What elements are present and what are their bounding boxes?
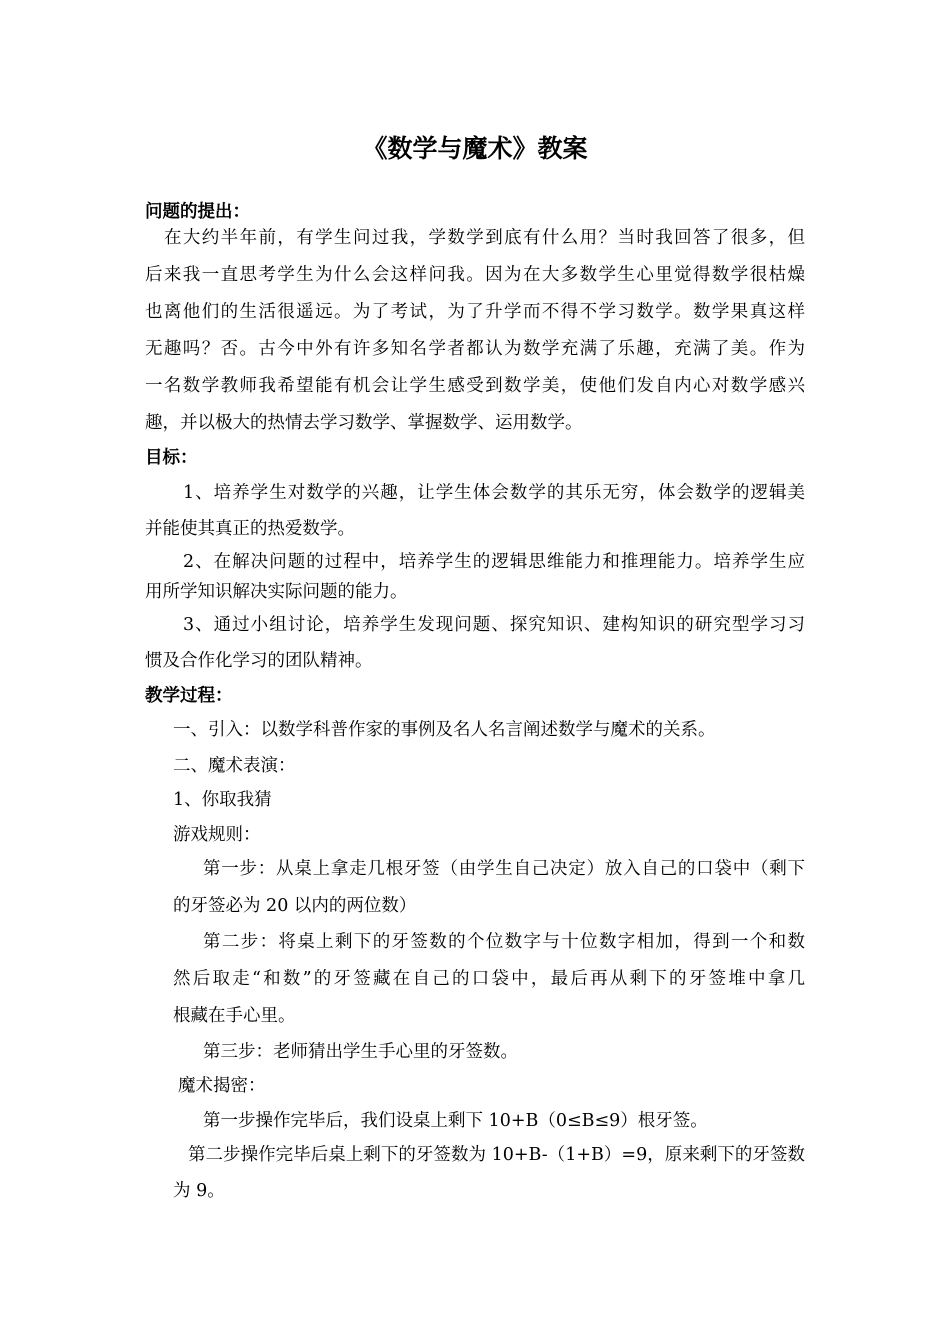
process-game-rules: 游戏规则： xyxy=(173,825,261,845)
section-heading-goals: 目标： xyxy=(145,448,198,468)
process-step-3: 第三步：老师猜出学生手心里的牙签数。 xyxy=(203,1042,518,1062)
process-step-1-line-2: 的牙签必为 20 以内的两位数） xyxy=(173,896,417,916)
goal-line-6: 惯及合作化学习的团队精神。 xyxy=(145,651,373,671)
process-step-2-line-2: 然后取走“和数”的牙签藏在自己的口袋中，最后再从剩下的牙签堆中拿几 xyxy=(173,969,805,989)
goal-line-4: 用所学知识解决实际问题的能力。 xyxy=(145,582,408,602)
document-title: 《数学与魔术》教案 xyxy=(362,134,588,163)
problem-line-6: 趣，并以极大的热情去学习数学、掌握数学、运用数学。 xyxy=(145,413,583,433)
goal-line-3: 2、在解决问题的过程中，培养学生的逻辑思维能力和推理能力。培养学生应 xyxy=(183,552,805,572)
goal-line-5: 3、通过小组讨论，培养学生发现问题、探究知识、建构知识的研究型学习习 xyxy=(183,615,805,635)
problem-line-5: 一名数学教师我希望能有机会让学生感受到数学美，使他们发自内心对数学感兴 xyxy=(145,376,805,396)
section-heading-problem: 问题的提出： xyxy=(145,202,250,222)
process-step-2-line-1: 第二步：将桌上剩下的牙签数的个位数字与十位数字相加，得到一个和数 xyxy=(203,932,805,952)
process-reveal-step-2-line-1: 第二步操作完毕后桌上剩下的牙签数为 10+B-（1+B）=9，原来剩下的牙签数 xyxy=(188,1145,805,1165)
process-step-2-line-3: 根藏在手心里。 xyxy=(173,1006,296,1026)
process-item-1: 1、你取我猜 xyxy=(173,790,272,810)
process-step-1-line-1: 第一步：从桌上拿走几根牙签（由学生自己决定）放入自己的口袋中（剩下 xyxy=(203,859,805,879)
process-reveal-step-1: 第一步操作完毕后，我们设桌上剩下 10+B（0≤B≤9）根牙签。 xyxy=(203,1111,708,1131)
goal-line-1: 1、培养学生对数学的兴趣，让学生体会数学的其乐无穷，体会数学的逻辑美 xyxy=(183,483,805,503)
process-magic-show: 二、魔术表演： xyxy=(173,756,296,776)
problem-line-3: 也离他们的生活很遥远。为了考试，为了升学而不得不学习数学。数学果真这样 xyxy=(145,302,805,322)
process-magic-reveal: 魔术揭密： xyxy=(178,1076,266,1096)
goal-line-2: 并能使其真正的热爱数学。 xyxy=(145,519,355,539)
process-reveal-step-2-line-2: 为 9。 xyxy=(173,1181,225,1201)
problem-line-4: 无趣吗？否。古今中外有许多知名学者都认为数学充满了乐趣，充满了美。作为 xyxy=(145,339,805,359)
problem-line-1: 在大约半年前，有学生问过我，学数学到底有什么用？当时我回答了很多，但 xyxy=(164,228,805,248)
process-intro: 一、引入：以数学科普作家的事例及名人名言阐述数学与魔术的关系。 xyxy=(173,720,716,740)
problem-line-2: 后来我一直思考学生为什么会这样问我。因为在大多数学生心里觉得数学很枯燥 xyxy=(145,265,805,285)
section-heading-process: 教学过程： xyxy=(145,686,233,706)
